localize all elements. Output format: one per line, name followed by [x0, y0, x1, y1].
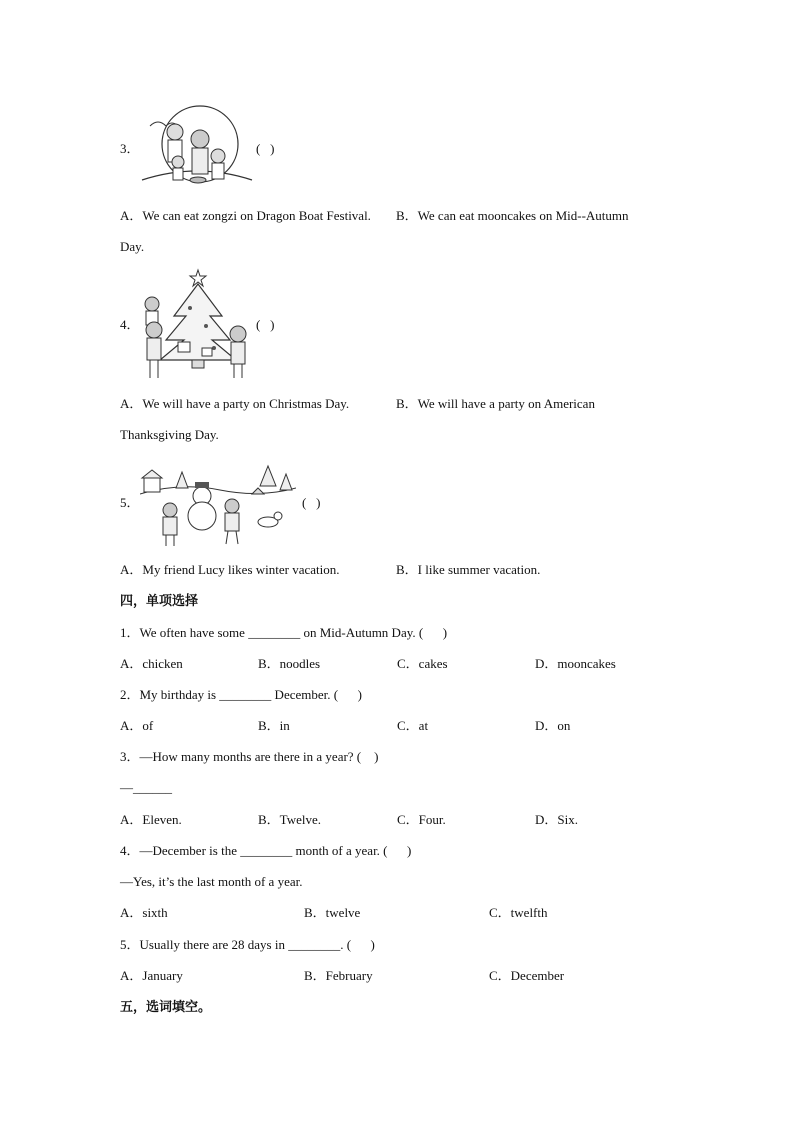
p4-q5-option-c: C．December [489, 968, 565, 983]
winter-snowman-image [140, 460, 296, 550]
p4-q5-option-a: A．January [120, 968, 183, 983]
q4-option-a: A．We will have a party on Christmas Day. [120, 396, 350, 411]
part5-heading: 五，选词填空。 [120, 999, 212, 1014]
q3-option-b-continued: Day. [120, 239, 145, 254]
q5-option-b: B．I like summer vacation. [396, 562, 541, 577]
q3-option-a: A．We can eat zongzi on Dragon Boat Festival. [120, 208, 371, 223]
q5-number: 5． [120, 495, 140, 510]
p4-q4-option-a: A．sixth [120, 905, 168, 920]
p4-q4-option-b: B．twelve [304, 905, 361, 920]
part4-heading: 四，单项选择 [120, 593, 199, 608]
p4-q5-stem: 5．Usually there are 28 days in ________. ( ) [120, 937, 375, 952]
q3-option-b: B．We can eat mooncakes on Mid--Autumn [396, 208, 629, 223]
p4-q5-option-b: B．February [304, 968, 373, 983]
p4-q1-option-c: C．cakes [397, 656, 448, 671]
p4-q3-option-b: B．Twelve. [258, 812, 321, 827]
mid-autumn-family-image [140, 104, 254, 192]
p4-q4-stem: 4．—December is the ________ month of a year. ( ) [120, 843, 412, 858]
p4-q1-option-d: D．mooncakes [535, 656, 616, 671]
p4-q3-stem: 3．—How many months are there in a year? ( ) [120, 749, 379, 764]
p4-q2-option-d: D．on [535, 718, 571, 733]
p4-q2-option-a: A．of [120, 718, 154, 733]
p4-q2-option-b: B．in [258, 718, 290, 733]
p4-q4-option-c: C．twelfth [489, 905, 548, 920]
p4-q2-option-c: C．at [397, 718, 429, 733]
p4-q3-option-a: A．Eleven. [120, 812, 182, 827]
q5-option-a: A．My friend Lucy likes winter vacation. [120, 562, 340, 577]
p4-q3-option-d: D．Six. [535, 812, 578, 827]
p4-q1-option-a: A．chicken [120, 656, 183, 671]
p4-q1-option-b: B．noodles [258, 656, 321, 671]
p4-q3-answer-blank: —______ [120, 780, 172, 795]
q3-answer-parens: ( ) [256, 141, 275, 156]
p4-q1-stem: 1．We often have some ________ on Mid-Autumn Day. ( ) [120, 625, 448, 640]
q3-number: 3． [120, 141, 140, 156]
q4-answer-parens: ( ) [256, 317, 275, 332]
q4-option-b: B．We will have a party on American [396, 396, 595, 411]
q4-option-b-continued: Thanksgiving Day. [120, 427, 219, 442]
q5-answer-parens: ( ) [302, 495, 321, 510]
q4-number: 4． [120, 317, 140, 332]
p4-q4-response: —Yes, it’s the last month of a year. [120, 874, 303, 889]
p4-q2-stem: 2．My birthday is ________ December. ( ) [120, 687, 362, 702]
p4-q3-option-c: C．Four. [397, 812, 446, 827]
christmas-tree-image [140, 268, 254, 384]
